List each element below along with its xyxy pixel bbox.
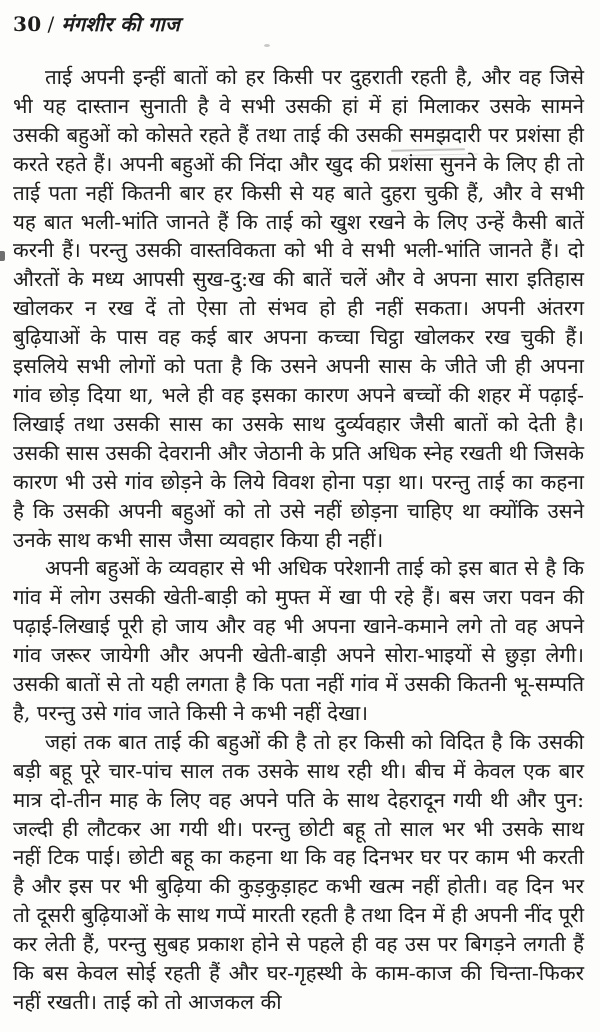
- page-header: [13, 10, 584, 37]
- paragraph-3: जहां तक बात ताई की बहुओं की है तो हर किसी को विदित है कि उसकी बड़ी बहू पूरे चार-पांच साल तक उसके साथ रही थी। बीच में केवल एक बार मात्र दो-तीन माह के लिए वह अपने पति के साथ देहरादून गयी थी और पुन: जल्दी ही लौटकर आ गयी थी। परन्तु छोटी बहू तो साल भर भी उसके साथ नहीं टिक पाई। छोटी बहू का कहना था कि वह दिनभर घर पर काम भी करती है और इस पर भी बुढ़िया की कुड़कुड़ाहट कभी खत्म नहीं होती। वह दिन भर तो दूसरी बुढ़ियाओं के साथ गप्पें मारती रहती है तथा दिन में ही अपनी नींद पूरी कर लेती हैं, परन्तु सुबह प्रकाश होने से पहले ही वह उस पर बिगड़ने लगती हैं कि बस केवल सोई रहती हैं और घर-गृहस्थी के काम-काज की चिन्ता-फिकर नहीं रखती। ताई को तो आजकल की: [13, 729, 584, 1014]
- scan-speck: [0, 251, 5, 261]
- page-number: 30: [13, 12, 42, 36]
- paragraph-2: अपनी बहुओं के व्यवहार से भी अधिक परेशानी ताई को इस बात से है कि गांव में लोग उसकी खेती-बाड़ी को मुफ्त में खा पी रहे हैं। बस जरा पवन की पढ़ाई-लिखाई पूरी हो जाय और वह भी अपना खाने-कमाने लगे तो वह अपने गांव जरूर जायेगी और अपनी खेती-बाड़ी अपने सोरा-भाइयों से छुड़ा लेगी। उसकी बातों से तो यही लगता है कि पता नहीं गांव में उसकी कितनी भू-सम्पति है, परन्तु उसे गांव जाते किसी ने कभी नहीं देखा।: [13, 556, 584, 725]
- page-body: [13, 63, 584, 1017]
- paragraph-1: ताई अपनी इन्हीं बातों को हर किसी पर दुहराती रहती है, और वह जिसे भी यह दास्तान सुनाती है वे सभी उसकी हां में हां मिलाकर उसके सामने उसकी बहुओं को कोसते रहते हैं तथा ताई की उसकी समझदारी पर प्रशंसा ही करते रहते हैं। अपनी बहुओं की निंदा और खुद की प्रशंसा सुनने के लिए ही तो ताई पता नहीं कितनी बार हर किसी से यह बाते दुहरा चुकी हैं, और वे सभी यह बात भली-भांति जानते हैं कि ताई को खुश रखने के लिए उन्हें कैसी बातें करनी हैं। परन्तु उसकी वास्तविकता को भी वे सभी भली-भांति जानते हैं। दो औरतों के मध्य आपसी सुख-दु:ख की बातें चलें और वे अपना सारा इतिहास खोलकर न रख दें तो ऐसा तो संभव हो ही नहीं सकता। अपनी अंतरग बुढ़ियाओं के पास वह कई बार अपना कच्चा चिट्ठा खोलकर रख चुकी हैं। इसलिये सभी लोगों को पता है कि उसने अपनी सास के जीते जी ही अपना गांव छोड़ दिया था, भले ही वह इसका कारण अपने बच्चों की शहर में पढ़ाई-लिखाई तथा उसकी सास का उसके साथ दुर्व्यवहार जैसी बातों को देती है। उसकी सास उसकी देवरानी और जेठानी के प्रति अधिक स्नेह रखती थी जिसके कारण भी उसे गांव छोड़ने के लिये विवश होना पड़ा था। परन्तु ताई का कहना है कि उसकी अपनी बहुओं को तो उसे नहीं छोड़ना चाहिए था क्योंकि उसने उनके साथ कभी सास जैसा व्यवहार किया ही नहीं।: [13, 65, 584, 552]
- header-separator: /: [47, 12, 55, 36]
- book-title: मंगशीर की गाज: [61, 12, 181, 36]
- scan-smudge: [264, 44, 270, 47]
